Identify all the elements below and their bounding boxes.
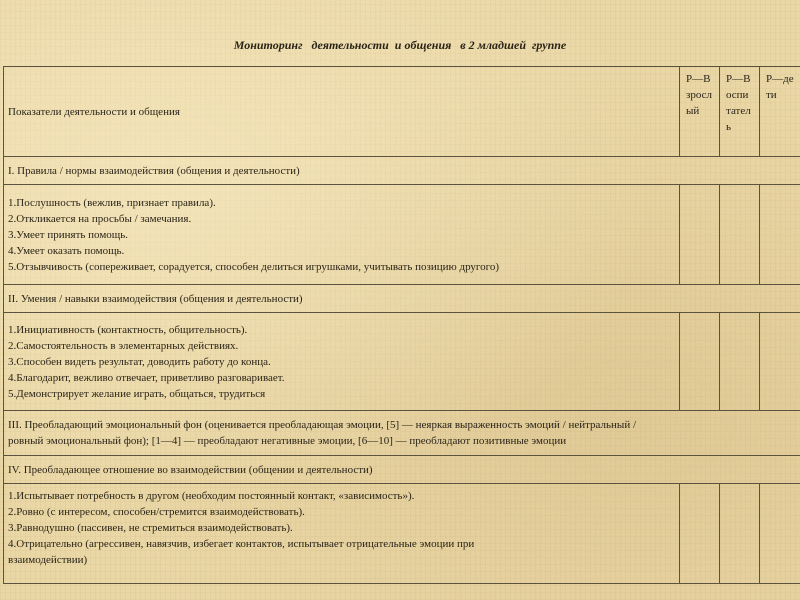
section-heading-row <box>4 157 800 185</box>
list-item: 4.Умеет оказать помощь. <box>8 244 125 257</box>
header-col-children: Р—дети <box>760 67 800 157</box>
section-3-heading-line: III. Преобладающий эмоциональный фон (оценивается преобладающая эмоции, [5] — неяркая выраженность эмоций / нейтральный / <box>8 419 637 431</box>
section-heading-row <box>4 411 800 456</box>
section-4-items <box>4 484 680 584</box>
cell-adult[interactable] <box>680 185 720 285</box>
document-title: Мониторинг деятельности и общения в 2 младшей группе <box>233 38 567 52</box>
cell-teacher[interactable] <box>720 313 760 411</box>
list-item: 4.Отрицательно (агрессивен, навязчив, избегает контактов, испытывает отрицательные эмоции при <box>8 538 475 550</box>
section-1-heading: I. Правила / нормы взаимодействия (общения и деятельности) <box>4 157 800 185</box>
list-item: 2.Ровно (с интересом, способен/стремится взаимодействовать). <box>8 506 305 518</box>
header-col-adult: Р—Взрослый <box>680 67 720 157</box>
list-item: 3.Равнодушно (пассивен, не стремиться взаимодействовать). <box>8 522 293 534</box>
header-col-teacher: Р—Воспитатель <box>720 67 760 157</box>
section-items-row <box>4 185 800 285</box>
cell-children[interactable] <box>760 313 800 411</box>
section-1-items <box>4 185 680 285</box>
table-header-row <box>4 67 800 157</box>
list-item: 2.Самостоятельность в элементарных действиях. <box>8 339 239 352</box>
section-2-heading: II. Умения / навыки взаимодействия (общения и деятельности) <box>4 285 800 313</box>
list-item: взаимодействии) <box>8 554 88 566</box>
list-item: 2.Откликается на просьбы / замечания. <box>8 212 192 225</box>
list-item: 3.Способен видеть результат, доводить работу до конца. <box>8 355 271 368</box>
cell-children[interactable] <box>760 185 800 285</box>
cell-adult[interactable] <box>680 313 720 411</box>
cell-teacher[interactable] <box>720 484 760 584</box>
section-items-row <box>4 313 800 411</box>
section-4-heading: IV. Преобладающее отношение во взаимодействии (общении и деятельности) <box>4 456 800 484</box>
section-items-row <box>4 484 800 584</box>
section-3-heading <box>4 411 800 456</box>
section-heading-row <box>4 285 800 313</box>
list-item: 4.Благодарит, вежливо отвечает, приветливо разговаривает. <box>8 371 285 384</box>
list-item: 1.Испытывает потребность в другом (необходим постоянный контакт, «зависимость»). <box>8 490 415 502</box>
list-item: 5.Отзывчивость (сопереживает, сорадуется, способен делиться игрушками, учитывать позицию другого) <box>8 260 500 273</box>
cell-adult[interactable] <box>680 484 720 584</box>
section-3-heading-line: ровный эмоциональный фон); [1—4] — преобладают негативные эмоции, [6—10] — преобладают позитивные эмоции <box>8 435 567 447</box>
list-item: 5.Демонстрирует желание играть, общаться, трудиться <box>8 387 266 400</box>
header-indicators: Показатели деятельности и общения <box>4 67 680 157</box>
cell-teacher[interactable] <box>720 185 760 285</box>
list-item: 1.Послушность (вежлив, признает правила). <box>8 196 216 209</box>
list-item: 3.Умеет принять помощь. <box>8 228 129 241</box>
list-item: 1.Инициативность (контактность, общительность). <box>8 323 248 336</box>
section-2-items <box>4 313 680 411</box>
monitoring-table <box>3 66 800 584</box>
cell-children[interactable] <box>760 484 800 584</box>
section-heading-row <box>4 456 800 484</box>
